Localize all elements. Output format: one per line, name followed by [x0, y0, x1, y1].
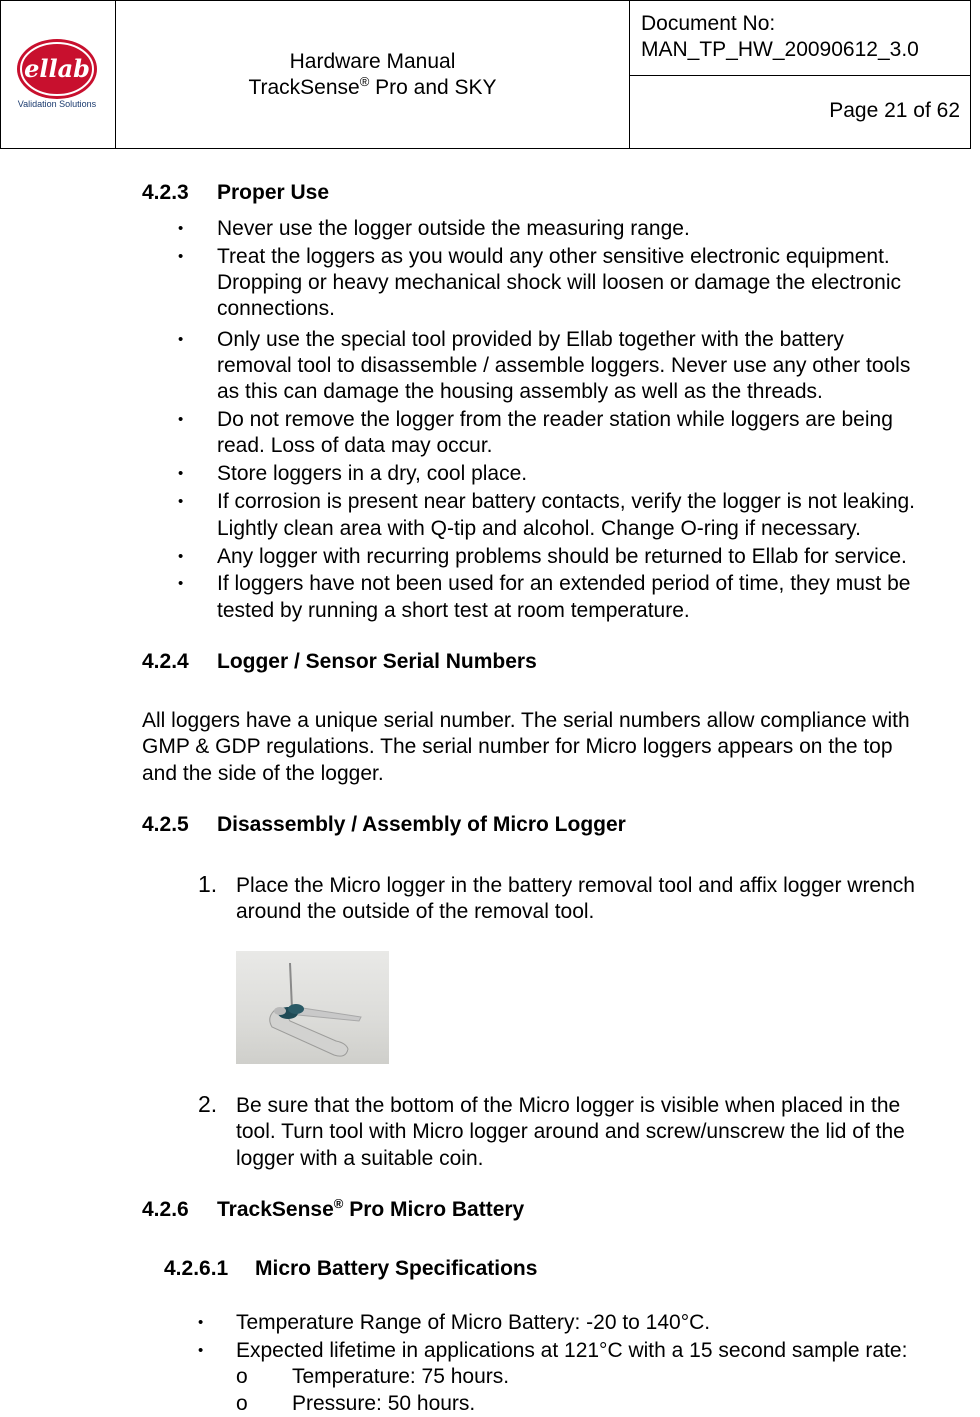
section-title-micro-battery: [217, 1197, 524, 1223]
bullet: •: [178, 575, 184, 592]
list-item: If corrosion is present near battery contacts, verify the logger is not leaking.: [217, 490, 916, 513]
list-item: Temperature Range of Micro Battery: -20 to 140°C.: [236, 1311, 711, 1334]
section-number-4-2-3: 4.2.3: [142, 181, 189, 204]
document-number-box: [630, 1, 970, 76]
page-number: Page 21 of 62: [829, 99, 960, 122]
bullet: •: [178, 331, 184, 348]
doc-number: MAN_TP_HW_20090612_3.0: [641, 38, 919, 61]
section-title-serial-numbers: Logger / Sensor Serial Numbers: [217, 650, 537, 673]
list-item-line: tested by running a short test at room temperature.: [217, 599, 690, 622]
logo-text: ellab: [24, 54, 90, 83]
list-item-line: Dropping or heavy mechanical shock will loosen or damage the electronic: [217, 271, 902, 294]
list-item-line: removal tool to disassemble / assemble loggers. Never use any other tools: [217, 354, 911, 377]
list-item: Only use the special tool provided by Ellab together with the battery: [217, 328, 844, 351]
list-item: Expected lifetime in applications at 121°C with a 15 second sample rate:: [236, 1339, 908, 1362]
logo-cell: [1, 1, 116, 148]
step-text-line: around the outside of the removal tool.: [236, 900, 595, 923]
title-cell: [116, 1, 630, 148]
section-number-4-2-6: 4.2.6: [142, 1198, 189, 1221]
section-title-battery-specs: Micro Battery Specifications: [255, 1257, 538, 1280]
list-item: Treat the loggers as you would any other sensitive electronic equipment.: [217, 245, 890, 268]
paragraph-line: GMP & GDP regulations. The serial number for Micro loggers appears on the top: [142, 735, 893, 758]
logo-subtext: Validation Solutions: [17, 99, 97, 109]
step-text-line: logger with a suitable coin.: [236, 1147, 484, 1170]
step-text: Place the Micro logger in the battery removal tool and affix logger wrench: [236, 874, 915, 897]
removal-tool-photo: [236, 951, 389, 1064]
section-title-proper-use: Proper Use: [217, 181, 330, 204]
list-item-line: read. Loss of data may occur.: [217, 434, 493, 457]
step-number: 1.: [198, 871, 218, 897]
page-header: [0, 0, 971, 149]
product-suffix: Pro and SKY: [369, 76, 497, 99]
registered-mark: ®: [359, 74, 370, 89]
sub-list-item: Pressure: 50 hours.: [292, 1392, 476, 1415]
bullet: •: [198, 1314, 204, 1331]
list-item: Do not remove the logger from the reader station while loggers are being: [217, 408, 893, 431]
list-item-line: as this can damage the housing assembly as well as the threads.: [217, 380, 823, 403]
paragraph-line: All loggers have a unique serial number. The serial numbers allow compliance with: [142, 709, 910, 732]
manual-title: Hardware Manual: [289, 50, 456, 73]
bullet: •: [178, 548, 184, 565]
bullet: •: [198, 1342, 204, 1359]
sub-bullet: o: [236, 1392, 248, 1415]
list-item: Store loggers in a dry, cool place.: [217, 462, 528, 485]
section-number-4-2-4: 4.2.4: [142, 650, 189, 673]
bullet: •: [178, 493, 184, 510]
bullet: •: [178, 220, 184, 237]
paragraph-line: and the side of the logger.: [142, 762, 384, 785]
list-item: If loggers have not been used for an extended period of time, they must be: [217, 572, 911, 595]
bullet: •: [178, 465, 184, 482]
removal-tool-illustration: [236, 951, 389, 1064]
list-item-line: connections.: [217, 297, 335, 320]
section-title-disassembly: Disassembly / Assembly of Micro Logger: [217, 813, 626, 836]
title-suffix: Pro Micro Battery: [343, 1198, 525, 1221]
product-title: [116, 75, 629, 101]
step-text: Be sure that the bottom of the Micro logger is visible when placed in the: [236, 1094, 901, 1117]
section-number-4-2-6-1: 4.2.6.1: [164, 1257, 229, 1280]
list-item-line: Lightly clean area with Q-tip and alcohol. Change O-ring if necessary.: [217, 517, 861, 540]
section-number-4-2-5: 4.2.5: [142, 813, 189, 836]
sub-list-item: Temperature: 75 hours.: [292, 1365, 510, 1388]
bullet: •: [178, 248, 184, 265]
doc-info-cell: [630, 1, 970, 148]
product-name: TrackSense: [248, 76, 360, 99]
list-item: Any logger with recurring problems should be returned to Ellab for service.: [217, 545, 907, 568]
ellab-logo: [13, 37, 105, 113]
bullet: •: [178, 411, 184, 428]
step-text-line: tool. Turn tool with Micro logger around and screw/unscrew the lid of the: [236, 1120, 905, 1143]
registered-mark: ®: [333, 1196, 344, 1211]
step-number: 2.: [198, 1091, 218, 1117]
product-name: TrackSense: [217, 1198, 334, 1221]
sub-bullet: o: [236, 1365, 248, 1388]
doc-label: Document No:: [641, 12, 776, 35]
list-item: Never use the logger outside the measuring range.: [217, 217, 690, 240]
